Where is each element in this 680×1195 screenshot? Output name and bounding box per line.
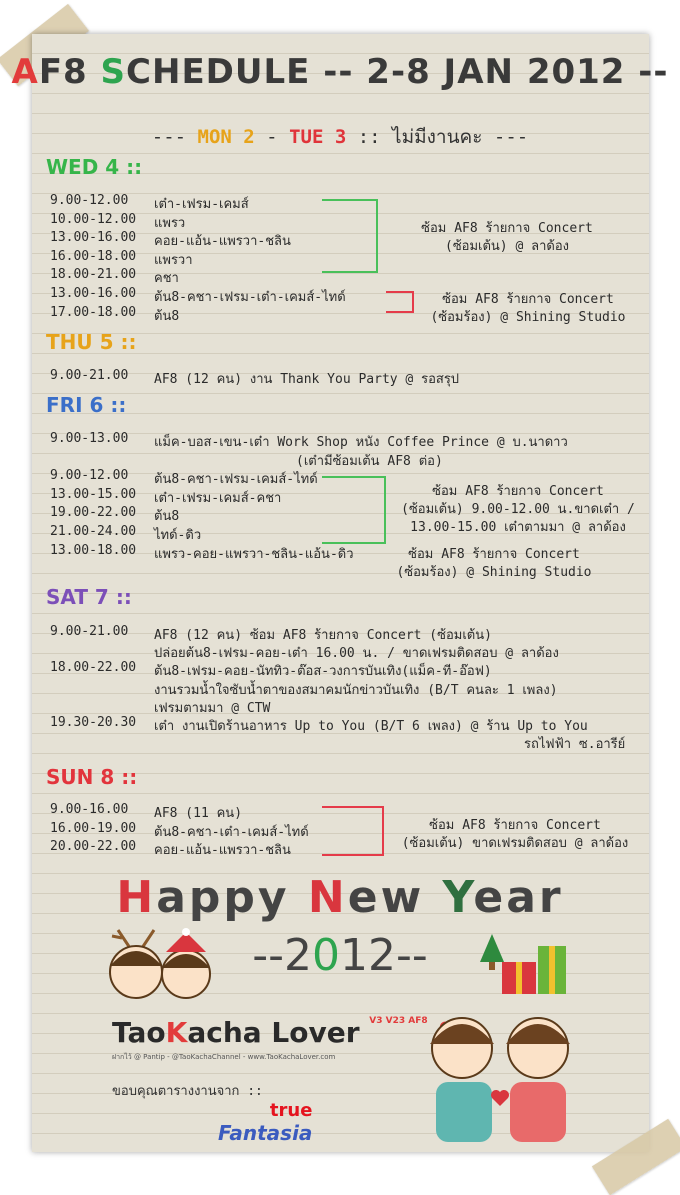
sat-row-detail: งานรวมน้ำใจซับน้ำตาของสมาคมนักข่าวบันเทิง (B/T คนละ 1 เพลง) [154,682,558,698]
fri-note-1b: (ซ้อมเต้น) 9.00-12.00 น.ขาดเต๋า / [401,502,635,517]
wed-row-time: 17.00-18.00 [50,304,137,320]
day-heading-sun: SUN 8 :: [46,765,138,789]
sat-row-time: 18.00-22.00 [50,660,137,676]
wed-row-time: 16.00-18.00 [50,248,137,264]
sat-row-detail: รถไฟฟ้า ซ.อารีย์ [524,737,626,753]
taokacha-lover-logo: TaoKacha Lover $^{V3 V23 AF8}$ [112,1016,463,1049]
sun-row-detail: ต้น8-คชา-เต๋า-เคมส์-ไทด์ [154,824,309,840]
thu-row-time: 9.00-21.00 [50,368,129,383]
sun-note-1: ซ้อม AF8 ร้ายกาจ Concert [429,818,601,833]
fri-row-detail: แม็ค-บอส-เขน-เต๋า Work Shop หนัง Coffee Prince @ บ.นาดาว [154,435,568,450]
wed-note-1: ซ้อม AF8 ร้ายกาจ Concert [421,221,593,236]
sat-row-detail: เต๋า งานเปิดร้านอาหาร Up to You (B/T 6 เพลง) @ ร้าน Up to You [154,719,588,734]
heart-icon [491,1090,509,1106]
fri-row-detail: ต้น8 [154,509,180,525]
wed-bracket-red [386,291,414,313]
wed-note-2: ซ้อม AF8 ร้ายกาจ Concert [442,292,614,307]
couple-illustration [414,1008,586,1142]
fri-row-detail: ไทด์-ดิว [154,528,202,543]
sun-row-detail: คอย-แอ้น-แพรวา-ชลิน [154,843,291,859]
fri-row-time: 13.00-15.00 [50,486,137,502]
sun-row-time: 20.00-22.00 [50,839,137,855]
day-heading-fri: FRI 6 :: [46,393,127,417]
wed-row-time: 9.00-12.00 [50,193,129,208]
fri-row-time: 9.00-13.00 [50,431,129,446]
fri-row-detail: ต้น8-คชา-เฟรม-เคมส์-ไทด์ [154,472,318,488]
sat-row-time: 9.00-21.00 [50,624,129,639]
wed-bracket-green [322,199,378,273]
wed-row-detail: คชา [154,271,179,287]
page-title: AF8 SCHEDULE -- 2-8 JAN 2012 -- [11,52,669,92]
sun-row-detail: AF8 (11 คน) [154,806,243,821]
thu-row-detail: AF8 (12 คน) งาน Thank You Party @ รอสรุป [154,372,460,387]
wed-row-time: 13.00-16.00 [50,230,137,246]
sat-row-detail: ปล่อยต้น8-เฟรม-คอย-เต๋า 16.00 น. / ขาดเฟรมติดสอบ @ ลาด้อง [154,646,559,662]
fri-row-time: 13.00-18.00 [50,542,137,558]
sat-row-detail: AF8 (12 คน) ซ้อม AF8 ร้ายกาจ Concert (ซ้อมเต้น) [154,628,492,643]
christmas-tree-icon [480,934,504,962]
sun-row-time: 16.00-19.00 [50,820,137,836]
wed-row-time: 13.00-16.00 [50,286,137,301]
fri-note-2: ซ้อม AF8 ร้ายกาจ Concert [408,547,580,562]
fri-row-time: 21.00-24.00 [50,524,137,539]
credit-line: ฝากไว้ @ Pantip - @TaoKachaChannel - www.TaoKachaLover.com [112,1053,336,1061]
wed-row-detail: แพรวา [154,252,193,268]
day-heading-wed: WED 4 :: [46,155,143,179]
subtitle-mon-tue: --- MON 2 - TUE 3 :: ไม่มีงานคะ --- [151,126,529,148]
fri-row-detail: แพรว-คอย-แพรวา-ชลิน-แอ้น-ดิว [154,546,354,562]
sat-row-time: 19.30-20.30 [50,715,137,730]
fri-row-time: 19.00-22.00 [50,505,137,521]
sun-note-1b: (ซ้อมเต้น) ขาดเฟรมติดสอบ @ ลาด้อง [401,836,629,851]
fri-row-detail: (เต๋ามีซ้อมเต้น AF8 ต่อ) [296,453,443,469]
fri-row-detail: เต๋า-เฟรม-เคมส์-คชา [154,490,282,506]
wed-row-detail: คอย-แอ้น-แพรวา-ชลิน [154,234,291,250]
year-2012: --2012-- [252,930,428,981]
sat-row-detail: เฟรมตามมา @ CTW [154,700,271,716]
wed-row-detail: เต๋า-เฟรม-เคมส์ [154,197,249,212]
wed-note-1b: (ซ้อมเต้น) @ ลาด้อง [445,239,569,254]
sun-row-time: 9.00-16.00 [50,802,129,817]
sat-row-detail: ต้น8-เฟรม-คอย-นัททิว-ต๊อส-วงการบันเทิง(แม็ค-ที-อ๊อฟ) [154,664,492,680]
wed-row-detail: ต้น8-คชา-เฟรม-เต๋า-เคมส์-ไทด์ [154,290,346,305]
thanks-line: ขอบคุณตารางงานจาก :: [112,1084,263,1099]
happy-new-year-banner: Happy New Year [116,872,564,923]
wed-row-time: 18.00-21.00 [50,267,137,283]
fri-note-1c: 13.00-15.00 เต๋าตามมา @ ลาด้อง [410,520,626,535]
day-heading-thu: THU 5 :: [46,330,137,354]
wed-note-2b: (ซ้อมร้อง) @ Shining Studio [430,310,626,325]
true-fantasia-logo: true Fantasia [218,1100,313,1145]
fri-row-time: 9.00-12.00 [50,468,129,484]
couple-faces-illustration [102,926,222,1004]
wed-row-detail: แพรว [154,215,186,231]
wed-row-time: 10.00-12.00 [50,211,137,227]
day-heading-sat: SAT 7 :: [46,585,132,609]
wed-row-detail: ต้น8 [154,308,180,324]
fri-bracket-green [322,476,386,544]
sun-bracket-red [322,806,384,856]
fri-note-2b: (ซ้อมร้อง) @ Shining Studio [396,565,592,580]
christmas-decoration [476,932,572,998]
fri-note-1: ซ้อม AF8 ร้ายกาจ Concert [432,484,604,499]
